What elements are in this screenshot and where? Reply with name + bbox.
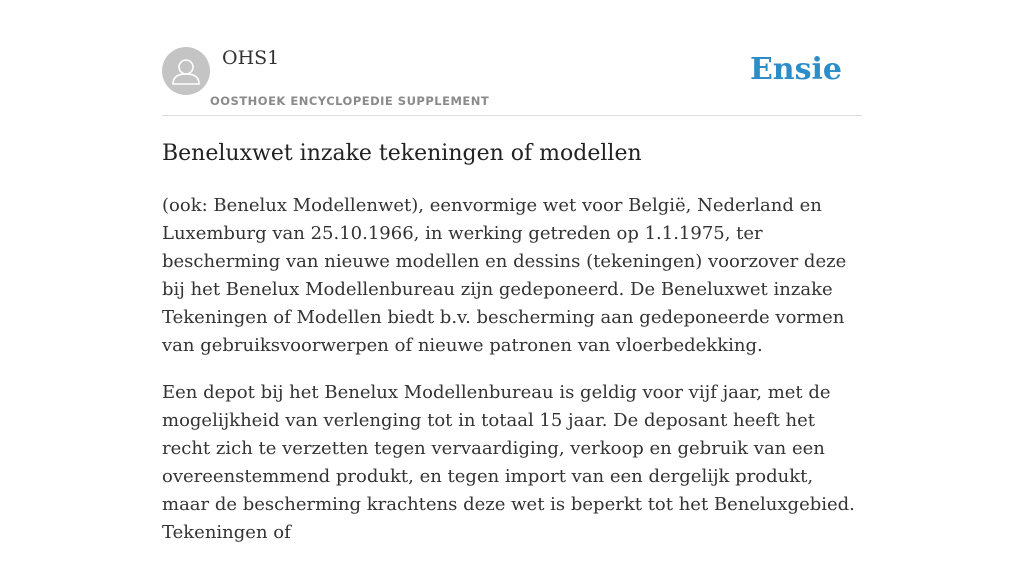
article-paragraph: (ook: Benelux Modellenwet), eenvormige wet voor België, Nederland en Luxemburg van 25.10.1966, in werking getreden op 1.1.1975, ter bescherming van nieuwe modellen en dessins (tekeningen) voorzover deze bij het Benelux Modellenbureau zijn gedeponeerd. De Beneluxwet inzake Tekeningen of Modellen biedt b.v. bescherming aan gedeponeerde vormen van gebruiksvoorwerpen of nieuwe patronen van vloerbedekking. bbox=[162, 195, 847, 356]
header bbox=[162, 0, 862, 116]
author-link[interactable]: OHS1 bbox=[222, 47, 280, 69]
site-logo[interactable]: Ensie bbox=[749, 52, 842, 87]
source-link[interactable]: OOSTHOEK ENCYCLOPEDIE SUPPLEMENT bbox=[210, 94, 490, 108]
article-paragraph: Een depot bij het Benelux Modellenbureau is geldig voor vijf jaar, met de mogelijkheid van verlenging tot in totaal 15 jaar. De deposant heeft het recht zich te verzetten tegen vervaardiging, verkoop en gebruik van een overeenstemmend produkt, en tegen import van een dergelijk produkt, maar de bescherming krachtens deze wet is beperkt tot het Beneluxgebied. Tekeningen of bbox=[162, 382, 855, 543]
user-silhouette-icon[interactable] bbox=[162, 47, 210, 95]
article-title: Beneluxwet inzake tekeningen of modellen bbox=[162, 141, 642, 166]
article-body bbox=[162, 192, 862, 566]
